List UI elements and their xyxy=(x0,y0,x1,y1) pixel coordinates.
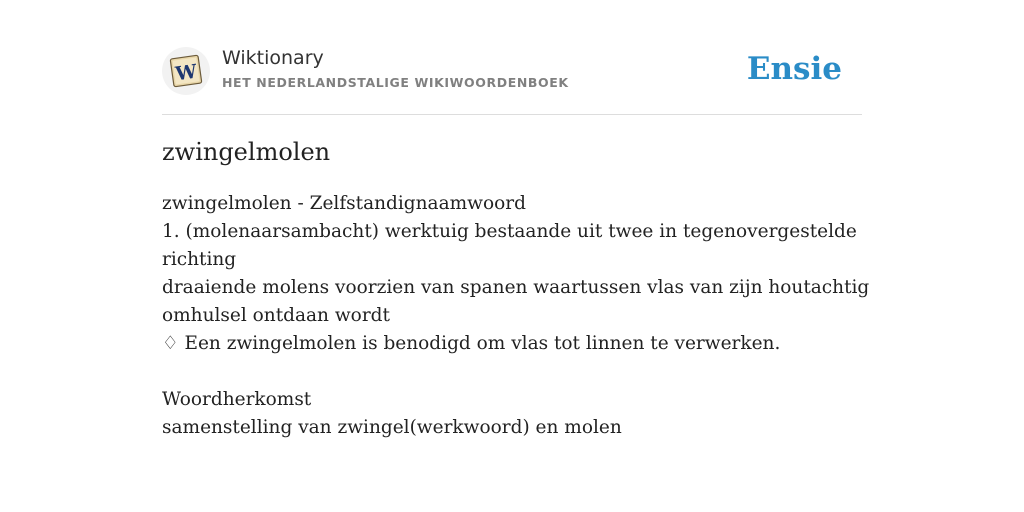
etymology-text: samenstelling van zwingel(werkwoord) en molen xyxy=(162,417,622,438)
definition-line: draaiende molens voorzien van spanen waartussen vlas van zijn houtachtig xyxy=(162,277,870,298)
svg-text:W: W xyxy=(174,60,199,86)
site-subtitle: HET NEDERLANDSTALIGE WIKIWOORDENBOEK xyxy=(222,75,569,90)
spacer xyxy=(162,358,882,386)
definition-line: 1. (molenaarsambacht) werktuig bestaande uit twee in tegenovergestelde richting xyxy=(162,221,857,270)
entry-content xyxy=(162,190,882,442)
example-sentence: ♢ Een zwingelmolen is benodigd om vlas tot linnen te verwerken. xyxy=(162,333,781,354)
wiktionary-logo[interactable] xyxy=(162,47,210,95)
headword-line: zwingelmolen - Zelfstandignaamwoord xyxy=(162,193,526,214)
page xyxy=(162,0,870,438)
definition-line: omhulsel ontdaan wordt xyxy=(162,305,390,326)
ensie-brand-link[interactable]: Ensie xyxy=(746,51,842,87)
page-title: zwingelmolen xyxy=(162,138,331,166)
wiktionary-w-tile-icon xyxy=(168,53,204,89)
etymology-heading: Woordherkomst xyxy=(162,389,312,410)
site-title[interactable]: Wiktionary xyxy=(222,47,324,69)
header xyxy=(162,0,862,115)
